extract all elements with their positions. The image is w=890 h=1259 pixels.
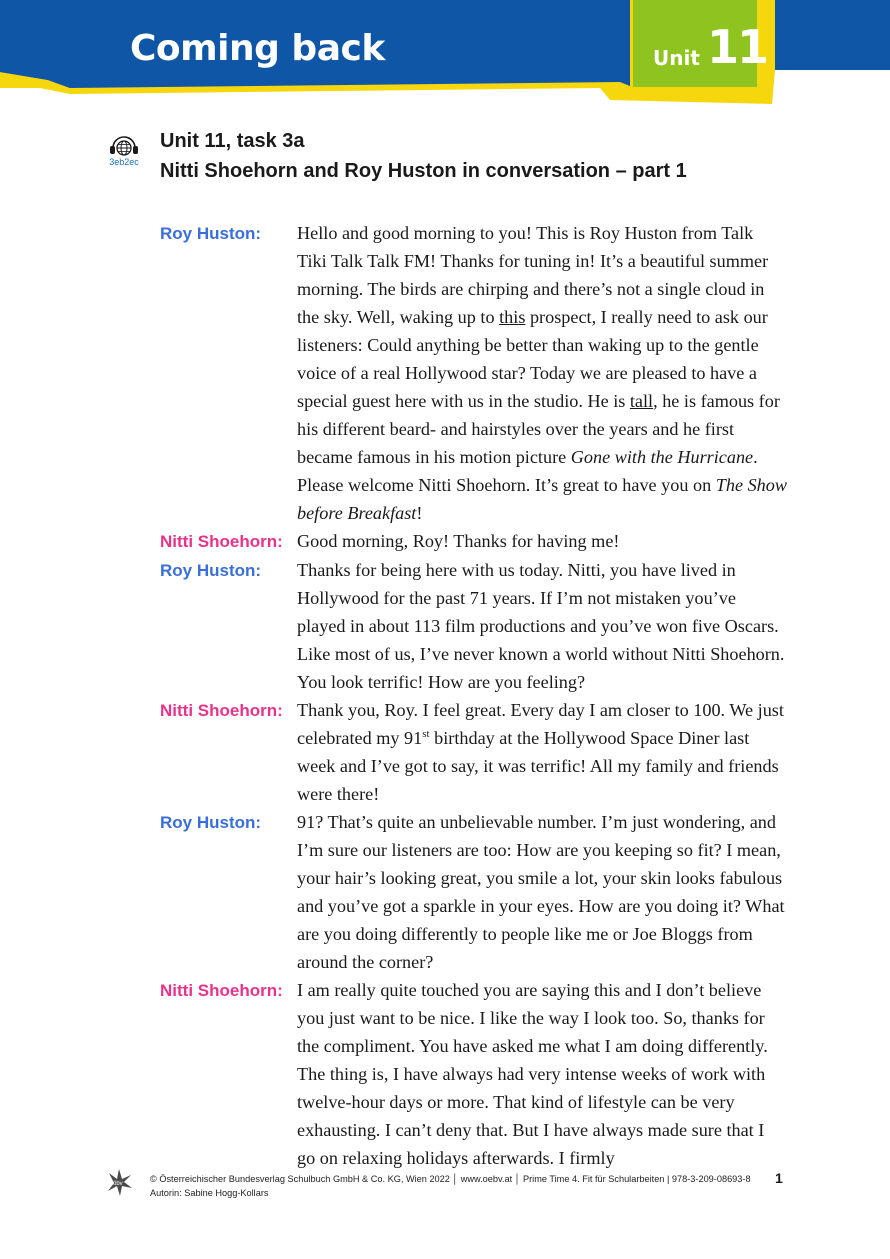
dialogue-text: 91? That’s quite an unbelievable number. I’m just wondering, and I’m sure our listeners are too: How are you keeping so fit? I mean, your hair’s looking great, you smile a lot, your skin looks fabulous and you’ve got a sparkle in your eyes. How are you doing it? What are you doing differently to people like me or Joe Bloggs from around the corner? <box>297 812 785 972</box>
dialogue-text: Good morning, Roy! Thanks for having me! <box>297 531 620 551</box>
task-subtitle: Nitti Shoehorn and Roy Huston in conversation – part 1 <box>160 160 687 182</box>
speaker-label-roy: Roy Huston: <box>160 224 262 243</box>
footer-line-1: © Österreichischer Bundesverlag Schulbuch GmbH & Co. KG, Wien 2022 │ www.oebv.at │ Prime Time 4. Fit für Schularbeiten | 978-3-209-08693-8 <box>150 1174 751 1184</box>
dialogue-turn <box>160 556 800 696</box>
dialogue-turn <box>160 976 800 1172</box>
unit-number: 11 <box>707 20 768 74</box>
footer-copyright <box>150 1172 751 1200</box>
footer-line-2: Autorin: Sabine Hogg-Kollars <box>150 1188 269 1198</box>
dialogue-turn <box>160 696 800 808</box>
dialogue <box>160 219 800 1172</box>
underlined-word: this <box>499 307 526 327</box>
show-title: The Show before Breakfast <box>297 475 787 523</box>
speaker-label-nitti: Nitti Shoehorn: <box>160 981 283 1000</box>
dialogue-text: I am really quite touched you are saying this and I don’t believe you just want to be nice. I like the way I look too. So, thanks for the compliment. You have asked me what I am doing differently. The thing is, I have always had very intense weeks of work with twelve-hour days or more. That kind of lifestyle can be very exhausting. I can’t deny that. But I have always made sure that I go on relaxing holidays afterwards. I firmly <box>297 980 768 1168</box>
dialogue-turn <box>160 808 800 976</box>
speaker-label-roy: Roy Huston: <box>160 813 262 832</box>
oebv-logo <box>105 1167 133 1197</box>
underlined-word: tall <box>629 391 654 411</box>
dialogue-text: Thanks for being here with us today. Nitti, you have lived in Hollywood for the past 71 years. If I’m not mistaken you’ve played in about 113 film productions and you’ve won five Oscars. Like most of us, I’ve never known a world without Nitti Shoehorn. You look terrific! How are you feeling? <box>297 560 785 692</box>
page-title: Coming back <box>130 28 385 69</box>
speaker-label-nitti: Nitti Shoehorn: <box>160 701 283 720</box>
audio-code: 3eb2ec <box>109 157 139 167</box>
film-title: Gone with the Hurricane <box>570 447 754 467</box>
unit-label: Unit <box>653 46 700 70</box>
unit-badge <box>633 0 768 87</box>
dialogue-turn <box>160 219 800 527</box>
speaker-label-nitti: Nitti Shoehorn: <box>160 532 283 551</box>
header-banner <box>0 0 890 104</box>
dialogue-text: Hello and good morning to you! This is Roy Huston from Talk Tiki Talk Talk FM! Thanks for tuning in! It’s a beautiful summer morning. The birds are chirping and there’s not a single cloud in the sky. Well, waking up to this prospect, I really need to ask our listeners: Could anything be better than waking up to the gentle voice of a real Hollywood star? Today we are pleased to have a special guest here with us in the studio. He is tall, he is famous for his different beard- and hairstyles over the years and he first became famous in his motion picture Gone with the Hurricane. Please welcome Nitti Shoehorn. It’s great to have you on The Show before Breakfast! <box>297 223 787 523</box>
dialogue-turn <box>160 527 800 556</box>
task-title: Unit 11, task 3a <box>160 130 305 152</box>
page-number: 1 <box>775 1170 783 1186</box>
svg-text:öbv: öbv <box>113 1181 123 1187</box>
speaker-label-roy: Roy Huston: <box>160 561 262 580</box>
dialogue-text: Thank you, Roy. I feel great. Every day I am closer to 100. We just celebrated my 91st birthday at the Hollywood Space Diner last week and I’ve got to say, it was terrific! All my family and friends were there! <box>297 700 784 804</box>
